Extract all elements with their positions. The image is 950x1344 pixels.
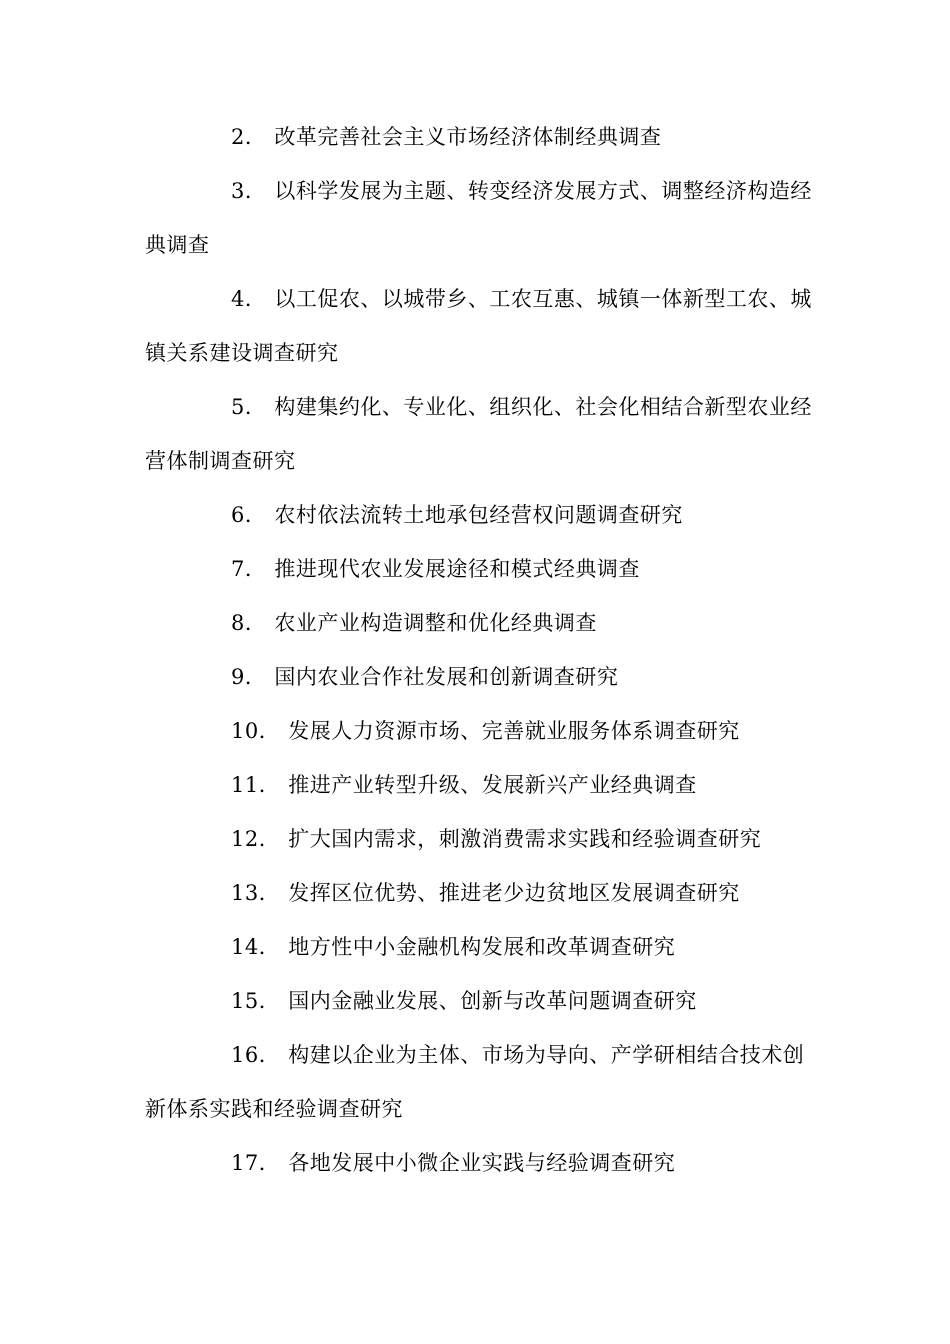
item-number: 17．	[231, 1151, 281, 1175]
list-item	[145, 704, 813, 758]
item-number: 2．	[231, 125, 267, 149]
item-text: 推进产业转型升级、发展新兴产业经典调查	[288, 773, 697, 797]
item-text: 改革完善社会主义市场经济体制经典调查	[274, 125, 662, 149]
item-number: 10．	[231, 719, 281, 743]
list-item	[145, 164, 813, 272]
item-text: 发挥区位优势、推进老少边贫地区发展调查研究	[288, 881, 740, 905]
item-text: 构建以企业为主体、市场为导向、产学研相结合技术创新体系实践和经验调查研究	[145, 1043, 805, 1121]
list-item	[145, 380, 813, 488]
item-text: 地方性中小金融机构发展和改革调查研究	[288, 935, 676, 959]
list-item	[145, 596, 813, 650]
item-number: 11．	[231, 773, 281, 797]
item-number: 15．	[231, 989, 281, 1013]
topic-list	[145, 110, 813, 1190]
item-text: 以科学发展为主题、转变经济发展方式、调整经济构造经典调查	[145, 179, 812, 257]
item-text: 国内金融业发展、创新与改革问题调查研究	[288, 989, 697, 1013]
list-item	[145, 542, 813, 596]
item-number: 5．	[231, 395, 267, 419]
list-item	[145, 272, 813, 380]
list-item	[145, 488, 813, 542]
item-number: 6．	[231, 503, 267, 527]
item-number: 7．	[231, 557, 267, 581]
list-item	[145, 1028, 813, 1136]
list-item	[145, 758, 813, 812]
item-number: 12．	[231, 827, 281, 851]
item-number: 4．	[231, 287, 267, 311]
item-number: 9．	[231, 665, 267, 689]
item-text: 推进现代农业发展途径和模式经典调查	[274, 557, 640, 581]
item-text: 构建集约化、专业化、组织化、社会化相结合新型农业经营体制调查研究	[145, 395, 812, 473]
list-item	[145, 920, 813, 974]
item-number: 16．	[231, 1043, 281, 1067]
list-item	[145, 812, 813, 866]
item-number: 8．	[231, 611, 267, 635]
list-item	[145, 650, 813, 704]
list-item	[145, 110, 813, 164]
item-text: 国内农业合作社发展和创新调查研究	[274, 665, 619, 689]
item-number: 14．	[231, 935, 281, 959]
list-item	[145, 974, 813, 1028]
item-text: 各地发展中小微企业实践与经验调查研究	[288, 1151, 676, 1175]
list-item	[145, 1136, 813, 1190]
item-text: 扩大国内需求，刺激消费需求实践和经验调查研究	[288, 827, 762, 851]
item-text: 发展人力资源市场、完善就业服务体系调查研究	[288, 719, 740, 743]
list-item	[145, 866, 813, 920]
item-text: 农业产业构造调整和优化经典调查	[274, 611, 597, 635]
item-number: 13．	[231, 881, 281, 905]
item-text: 农村依法流转土地承包经营权问题调查研究	[274, 503, 683, 527]
item-text: 以工促农、以城带乡、工农互惠、城镇一体新型工农、城镇关系建设调查研究	[145, 287, 812, 365]
item-number: 3．	[231, 179, 267, 203]
